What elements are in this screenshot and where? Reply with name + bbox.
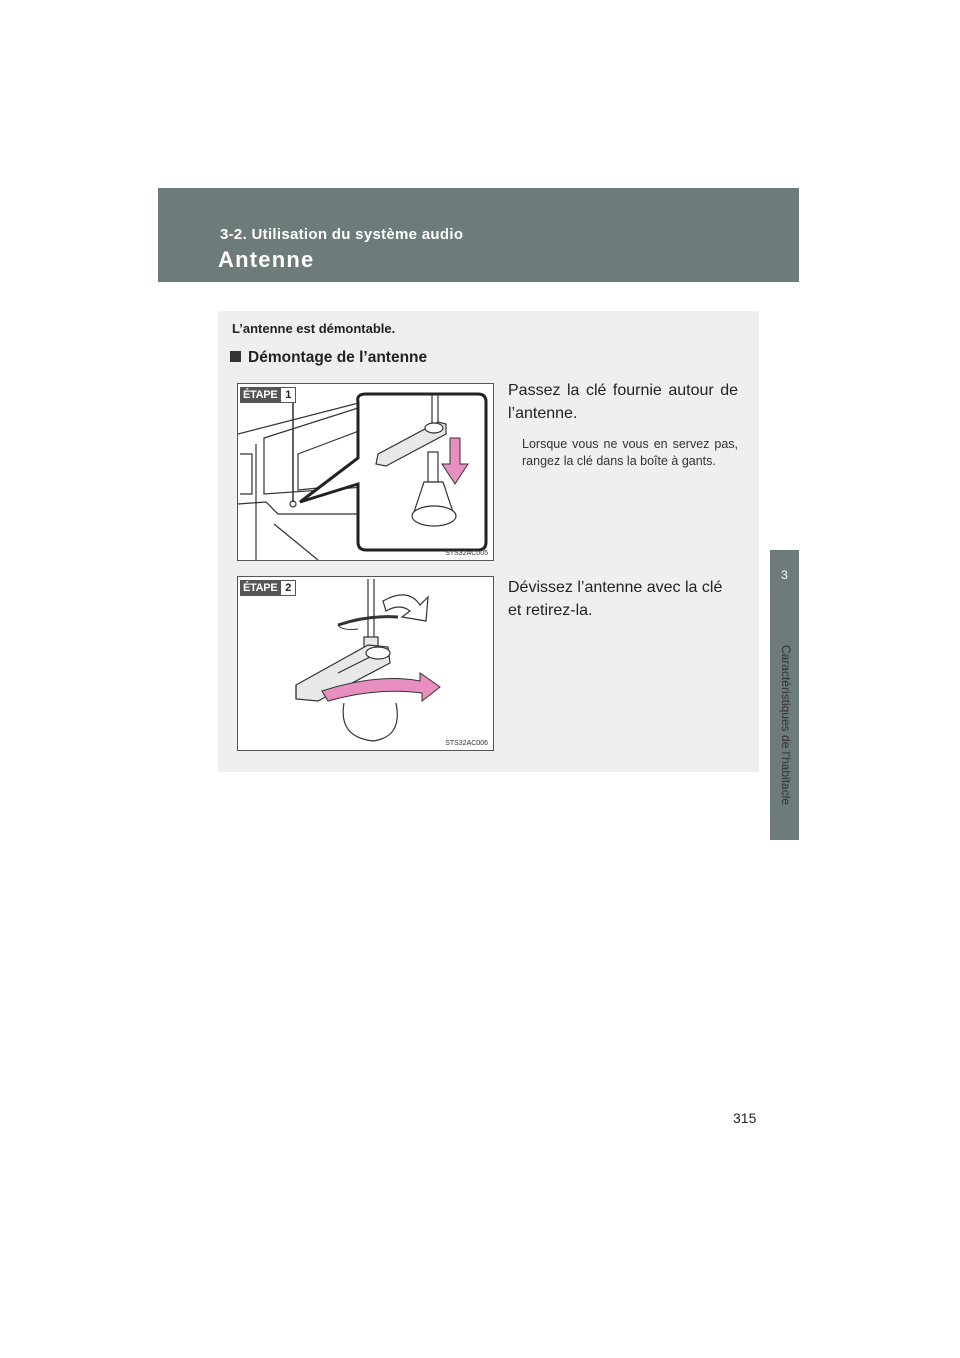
step-badge-1 <box>240 387 296 403</box>
step-1-note: Lorsque vous ne vous en servez pas, rangez la clé dans la boîte à gants. <box>522 437 738 468</box>
step-1-text: Passez la clé fournie autour de l’antenne. <box>508 382 738 422</box>
chapter-number: 3 <box>781 568 788 582</box>
page-title: Antenne <box>218 247 315 272</box>
step-2-text: Dévissez l’antenne avec la clé et retirez-la. <box>508 579 723 619</box>
antenna-key-illustration <box>238 384 493 560</box>
chapter-header <box>158 188 799 282</box>
antenna-unscrew-illustration <box>238 577 493 750</box>
square-bullet-icon <box>230 351 241 362</box>
step-label: ÉTAPE <box>240 580 280 596</box>
figure-code: STS32AC005 <box>445 550 488 557</box>
subheading-text: Démontage de l’antenne <box>248 349 428 366</box>
intro-text: L’antenne est démontable. <box>232 321 396 336</box>
section-title: 3-2. Utilisation du système audio <box>220 226 464 243</box>
step-number: 1 <box>280 387 296 403</box>
chapter-tab-label <box>771 625 801 825</box>
content-panel <box>218 311 759 772</box>
step-number: 2 <box>280 580 296 596</box>
figure-code: STS32AC006 <box>445 740 488 747</box>
figure-step-2 <box>237 576 494 751</box>
subheading <box>230 349 427 367</box>
step-label: ÉTAPE <box>240 387 280 403</box>
page-number: 315 <box>733 1110 757 1126</box>
figure-step-1 <box>237 383 494 561</box>
chapter-label-text: Caractéristiques de l’habitacle <box>779 644 793 806</box>
step-badge-2 <box>240 580 296 596</box>
